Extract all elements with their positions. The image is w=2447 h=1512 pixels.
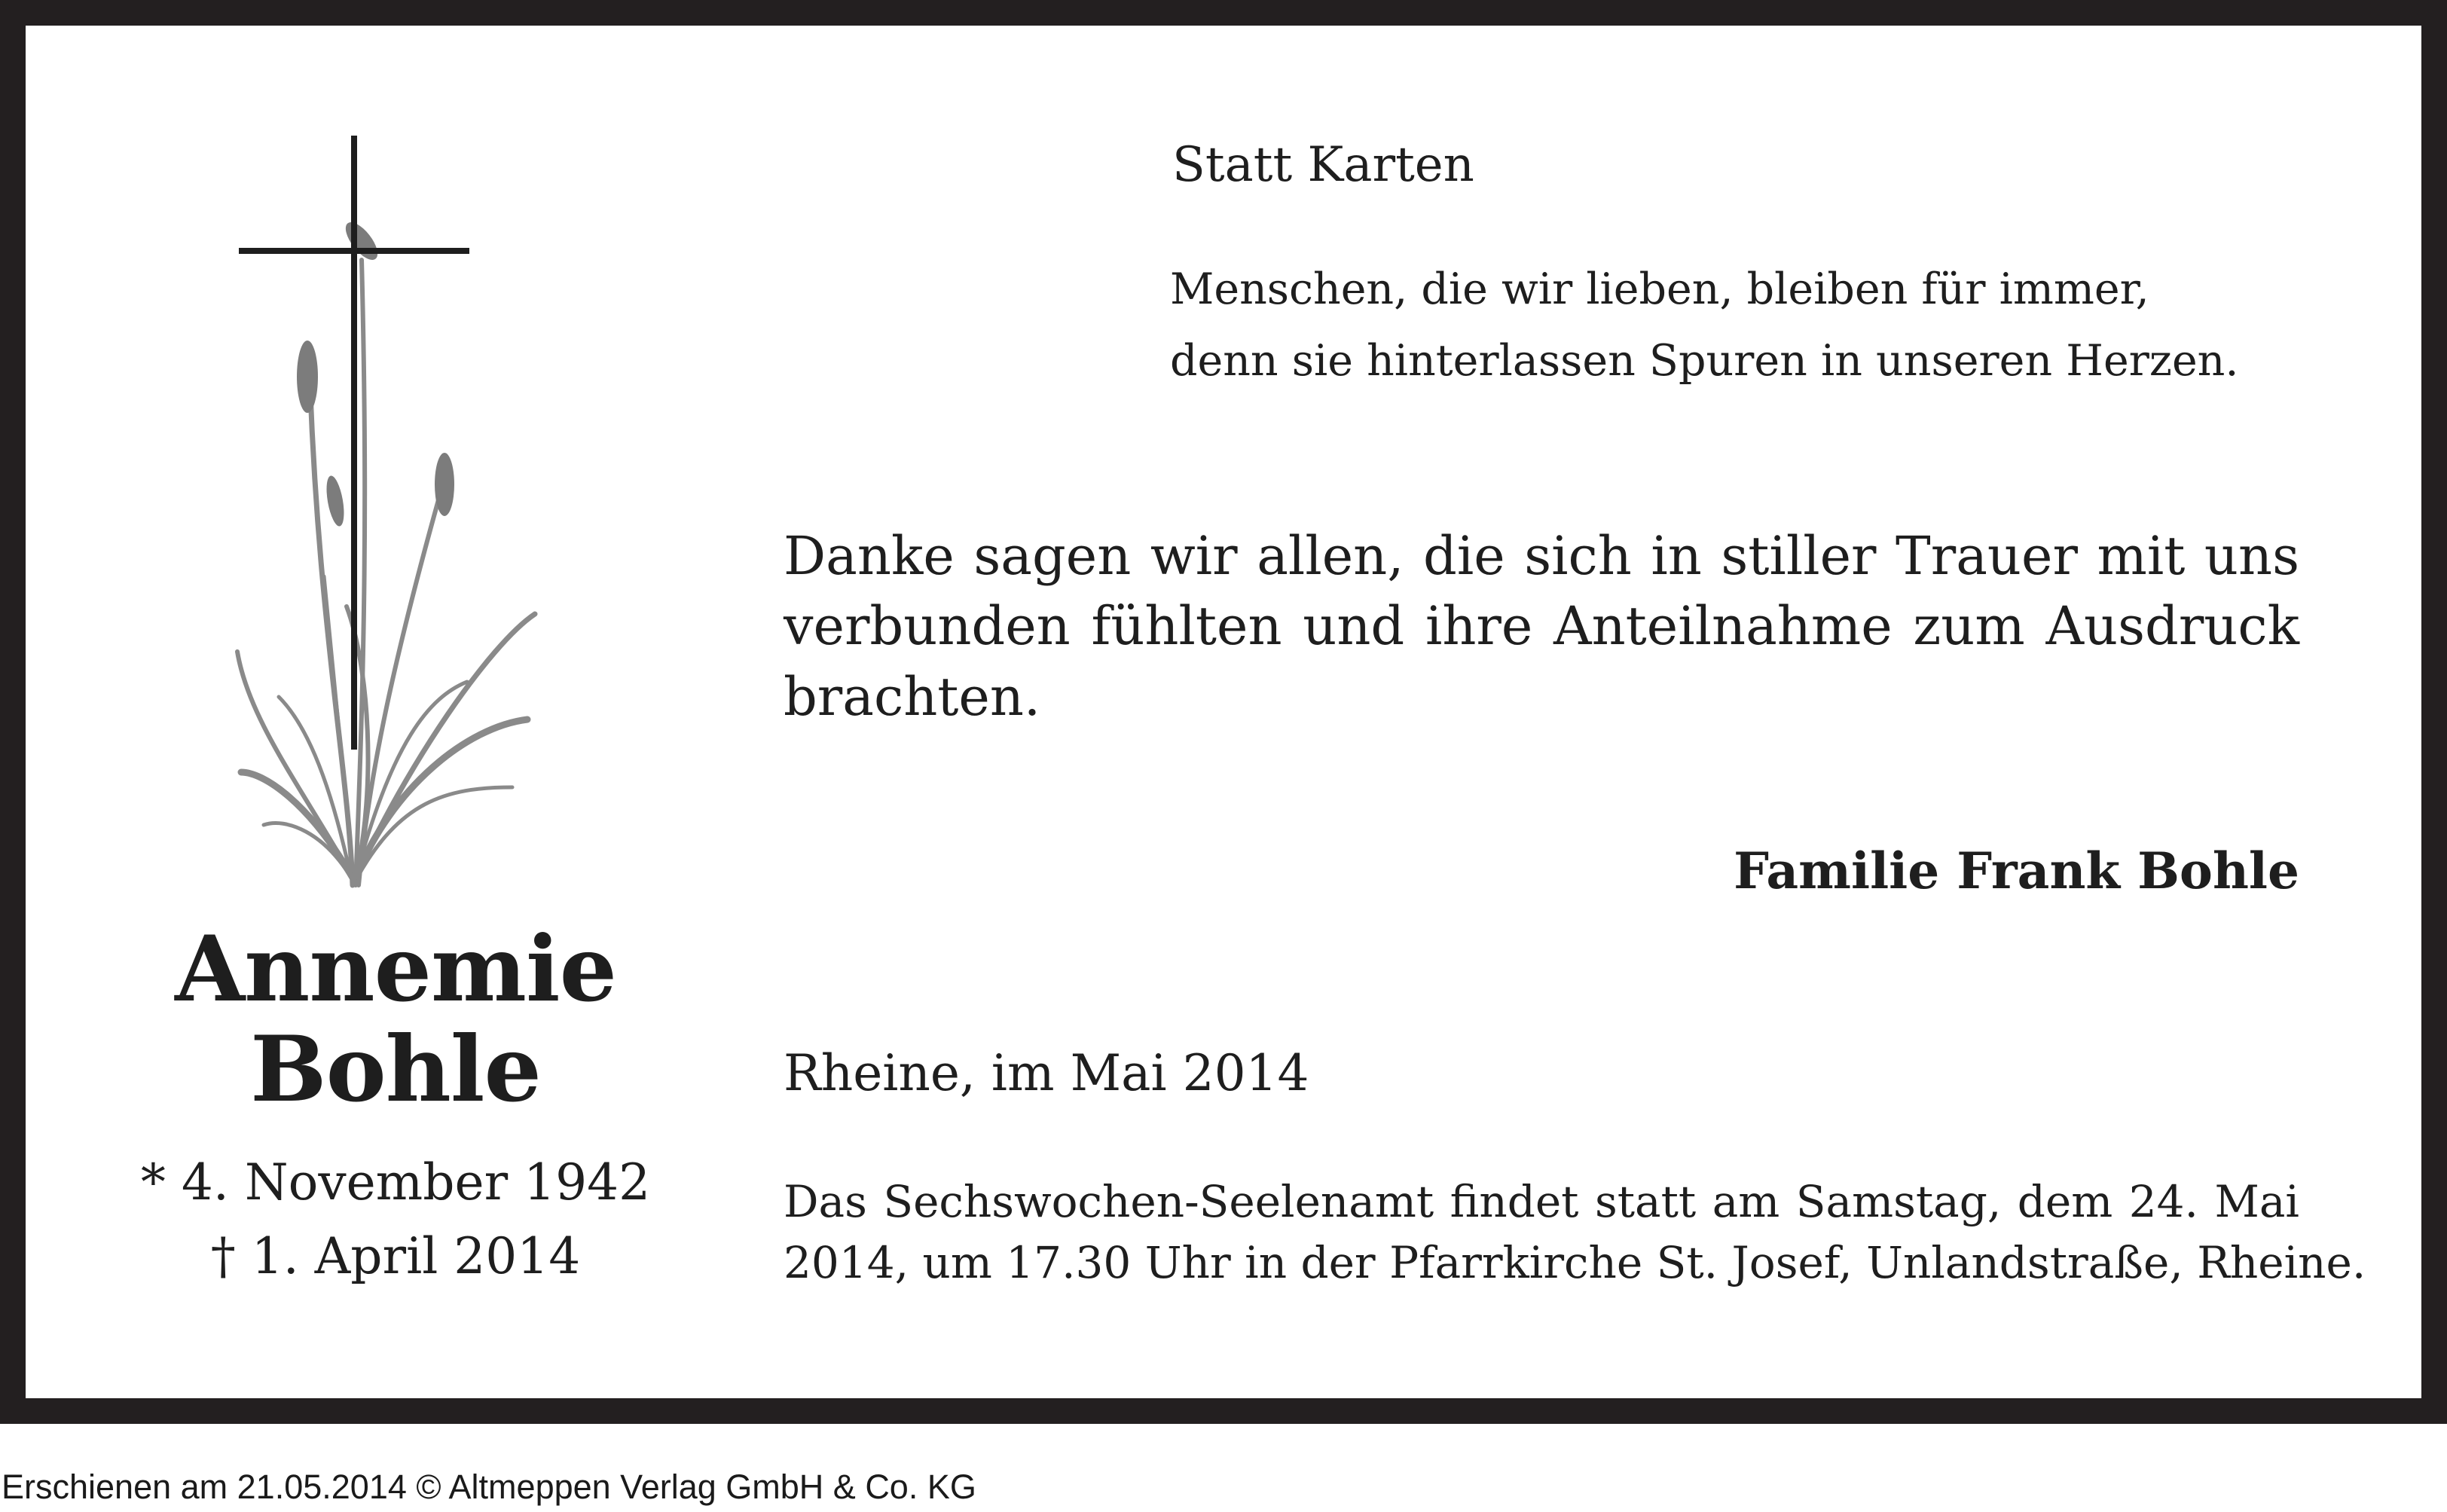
publication-credit: Erschienen am 21.05.2014 © Altmeppen Verlag GmbH & Co. KG <box>2 1468 976 1506</box>
family-signature: Familie Frank Bohle <box>1734 842 2299 900</box>
cross-with-reeds-icon <box>218 124 573 893</box>
birth-date: * 4. November 1942 <box>140 1153 651 1211</box>
mass-info-line-2: 2014, um 17.30 Uhr in der Pfarrkirche St. Josef, Unlandstraße, Rheine. <box>784 1237 2366 1288</box>
quote-line-2: denn sie hinterlassen Spuren in unseren Herzen. <box>1170 336 2239 386</box>
death-date: † 1. April 2014 <box>210 1227 581 1285</box>
deceased-first-name: Annemie <box>175 916 616 1022</box>
quote-line-1: Menschen, die wir lieben, bleiben für immer, <box>1170 264 2149 314</box>
thanks-line-3: brachten. <box>784 666 1041 728</box>
thanks-line-1: Danke sagen wir allen, die sich in stiller Trauer mit uns <box>784 525 2299 587</box>
mass-info-line-1: Das Sechswochen-Seelenamt findet statt am Samstag, dem 24. Mai <box>784 1176 2299 1227</box>
place-date: Rheine, im Mai 2014 <box>784 1044 1309 1102</box>
thanks-line-2: verbunden fühlten und ihre Anteilnahme zum Ausdruck <box>784 595 2299 657</box>
deceased-last-name: Bohle <box>250 1016 541 1123</box>
notice-heading: Statt Karten <box>1172 137 1474 193</box>
